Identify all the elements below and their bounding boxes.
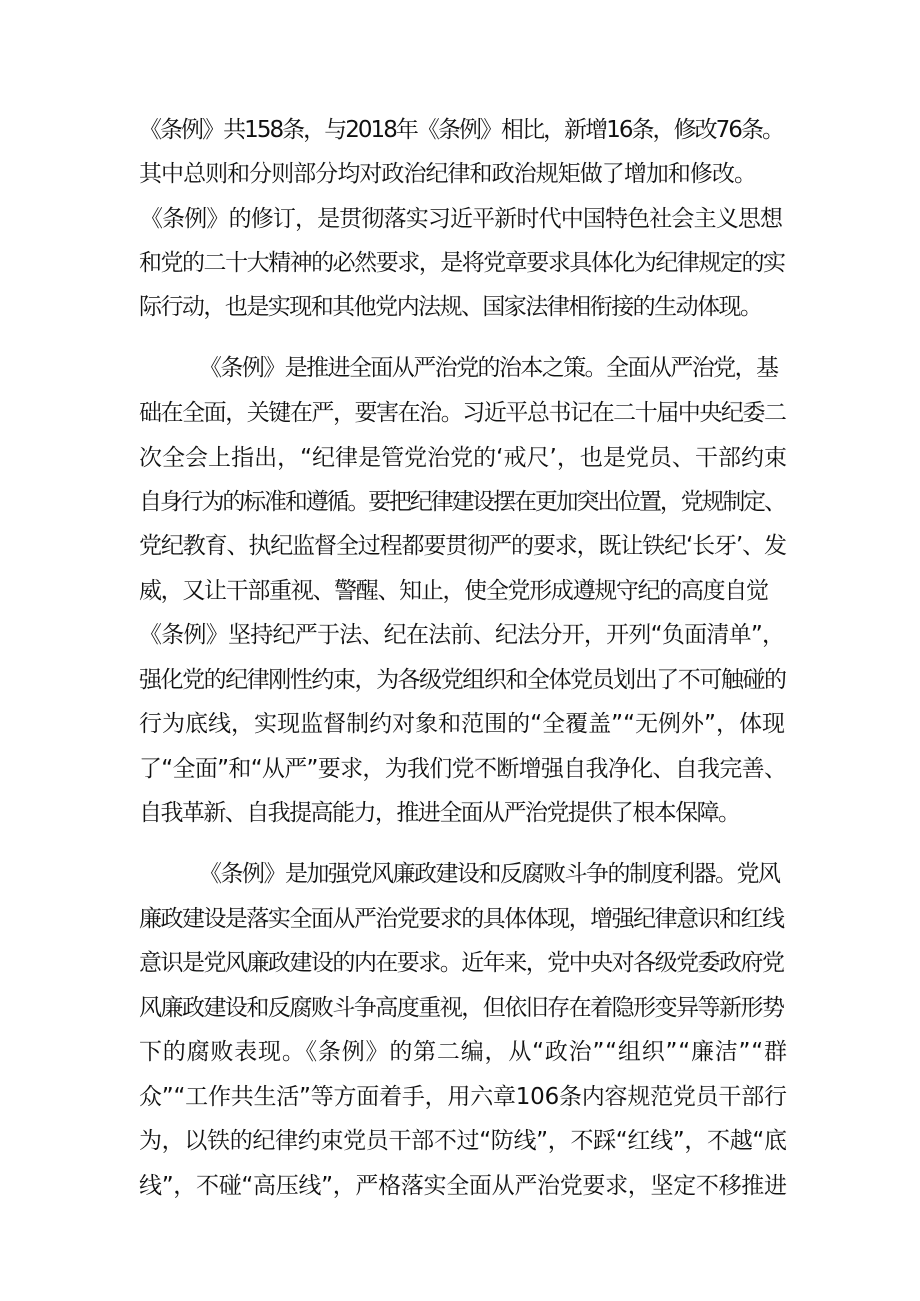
text-line: 次全会上指出，“纪律是管党治党的‘戒尺’，也是党员、干部约束 xyxy=(139,445,788,471)
text-line: 础在全面，关键在严，要害在治。习近平总书记在二十届中央纪委二 xyxy=(139,400,786,426)
text-line: 《条例》共158条，与2018年《条例》相比，新增16条，修改76条。 xyxy=(139,117,784,143)
text-line: 廉政建设是落实全面从严治党要求的具体体现，增强纪律意识和红线 xyxy=(139,906,784,932)
text-line: 《条例》的修订，是贯彻落实习近平新时代中国特色社会主义思想 xyxy=(140,206,783,232)
text-line: 和党的二十大精神的必然要求，是将党章要求具体化为纪律规定的实 xyxy=(139,250,785,276)
text-line: 其中总则和分则部分均对政治纪律和政治规矩做了增加和修改。 xyxy=(139,161,757,187)
text-line: 了“全面”和“从严”要求，为我们党不断增强自我净化、自我完善、 xyxy=(139,756,787,782)
text-line: 强化党的纪律刚性约束，为各级党组织和全体党员划出了不可触碰的 xyxy=(139,667,786,693)
text-line: 线”，不碰“高压线”，严格落实全面从严治党要求，坚定不移推进 xyxy=(139,1173,787,1199)
text-line: 党纪教育、执纪监督全过程都要贯彻严的要求，既让铁纪‘长牙’、发 xyxy=(139,533,786,559)
text-line: 下的腐败表现。《条例》的第二编，从“政治”“组织”“廉洁”“群 xyxy=(139,1039,788,1065)
text-line: 自我革新、自我提高能力，推进全面从严治党提供了根本保障。 xyxy=(139,800,740,826)
text-line: 风廉政建设和反腐败斗争高度重视，但依旧存在着隐形变异等新形势 xyxy=(139,995,784,1021)
text-line: 为，以铁的纪律约束党员干部不过“防线”，不踩“红线”，不越“底 xyxy=(139,1128,787,1154)
text-line: 际行动，也是实现和其他党内法规、国家法律相衔接的生动体现。 xyxy=(139,294,762,320)
text-line: 《条例》是加强党风廉政建设和反腐败斗争的制度利器。党风 xyxy=(199,861,780,887)
text-line: 自身行为的标准和遵循。要把纪律建设摆在更加突出位置，党规制定、 xyxy=(139,489,785,515)
text-line: 《条例》是推进全面从严治党的治本之策。全面从严治党，基 xyxy=(199,355,778,381)
text-line: 威，又让干部重视、警醒、知止，使全党形成遵规守纪的高度自觉 xyxy=(139,578,768,604)
text-line: 众”“工作共生活”等方面着手，用六章106条内容规范党员干部行 xyxy=(139,1084,787,1110)
text-line: 行为底线，实现监督制约对象和范围的“全覆盖”“无例外”，体现 xyxy=(139,711,786,737)
text-line: 《条例》坚持纪严于法、纪在法前、纪法分开，开列“负面清单”， xyxy=(139,622,785,648)
text-line: 意识是党风廉政建设的内在要求。近年来，党中央对各级党委政府党 xyxy=(139,950,784,976)
